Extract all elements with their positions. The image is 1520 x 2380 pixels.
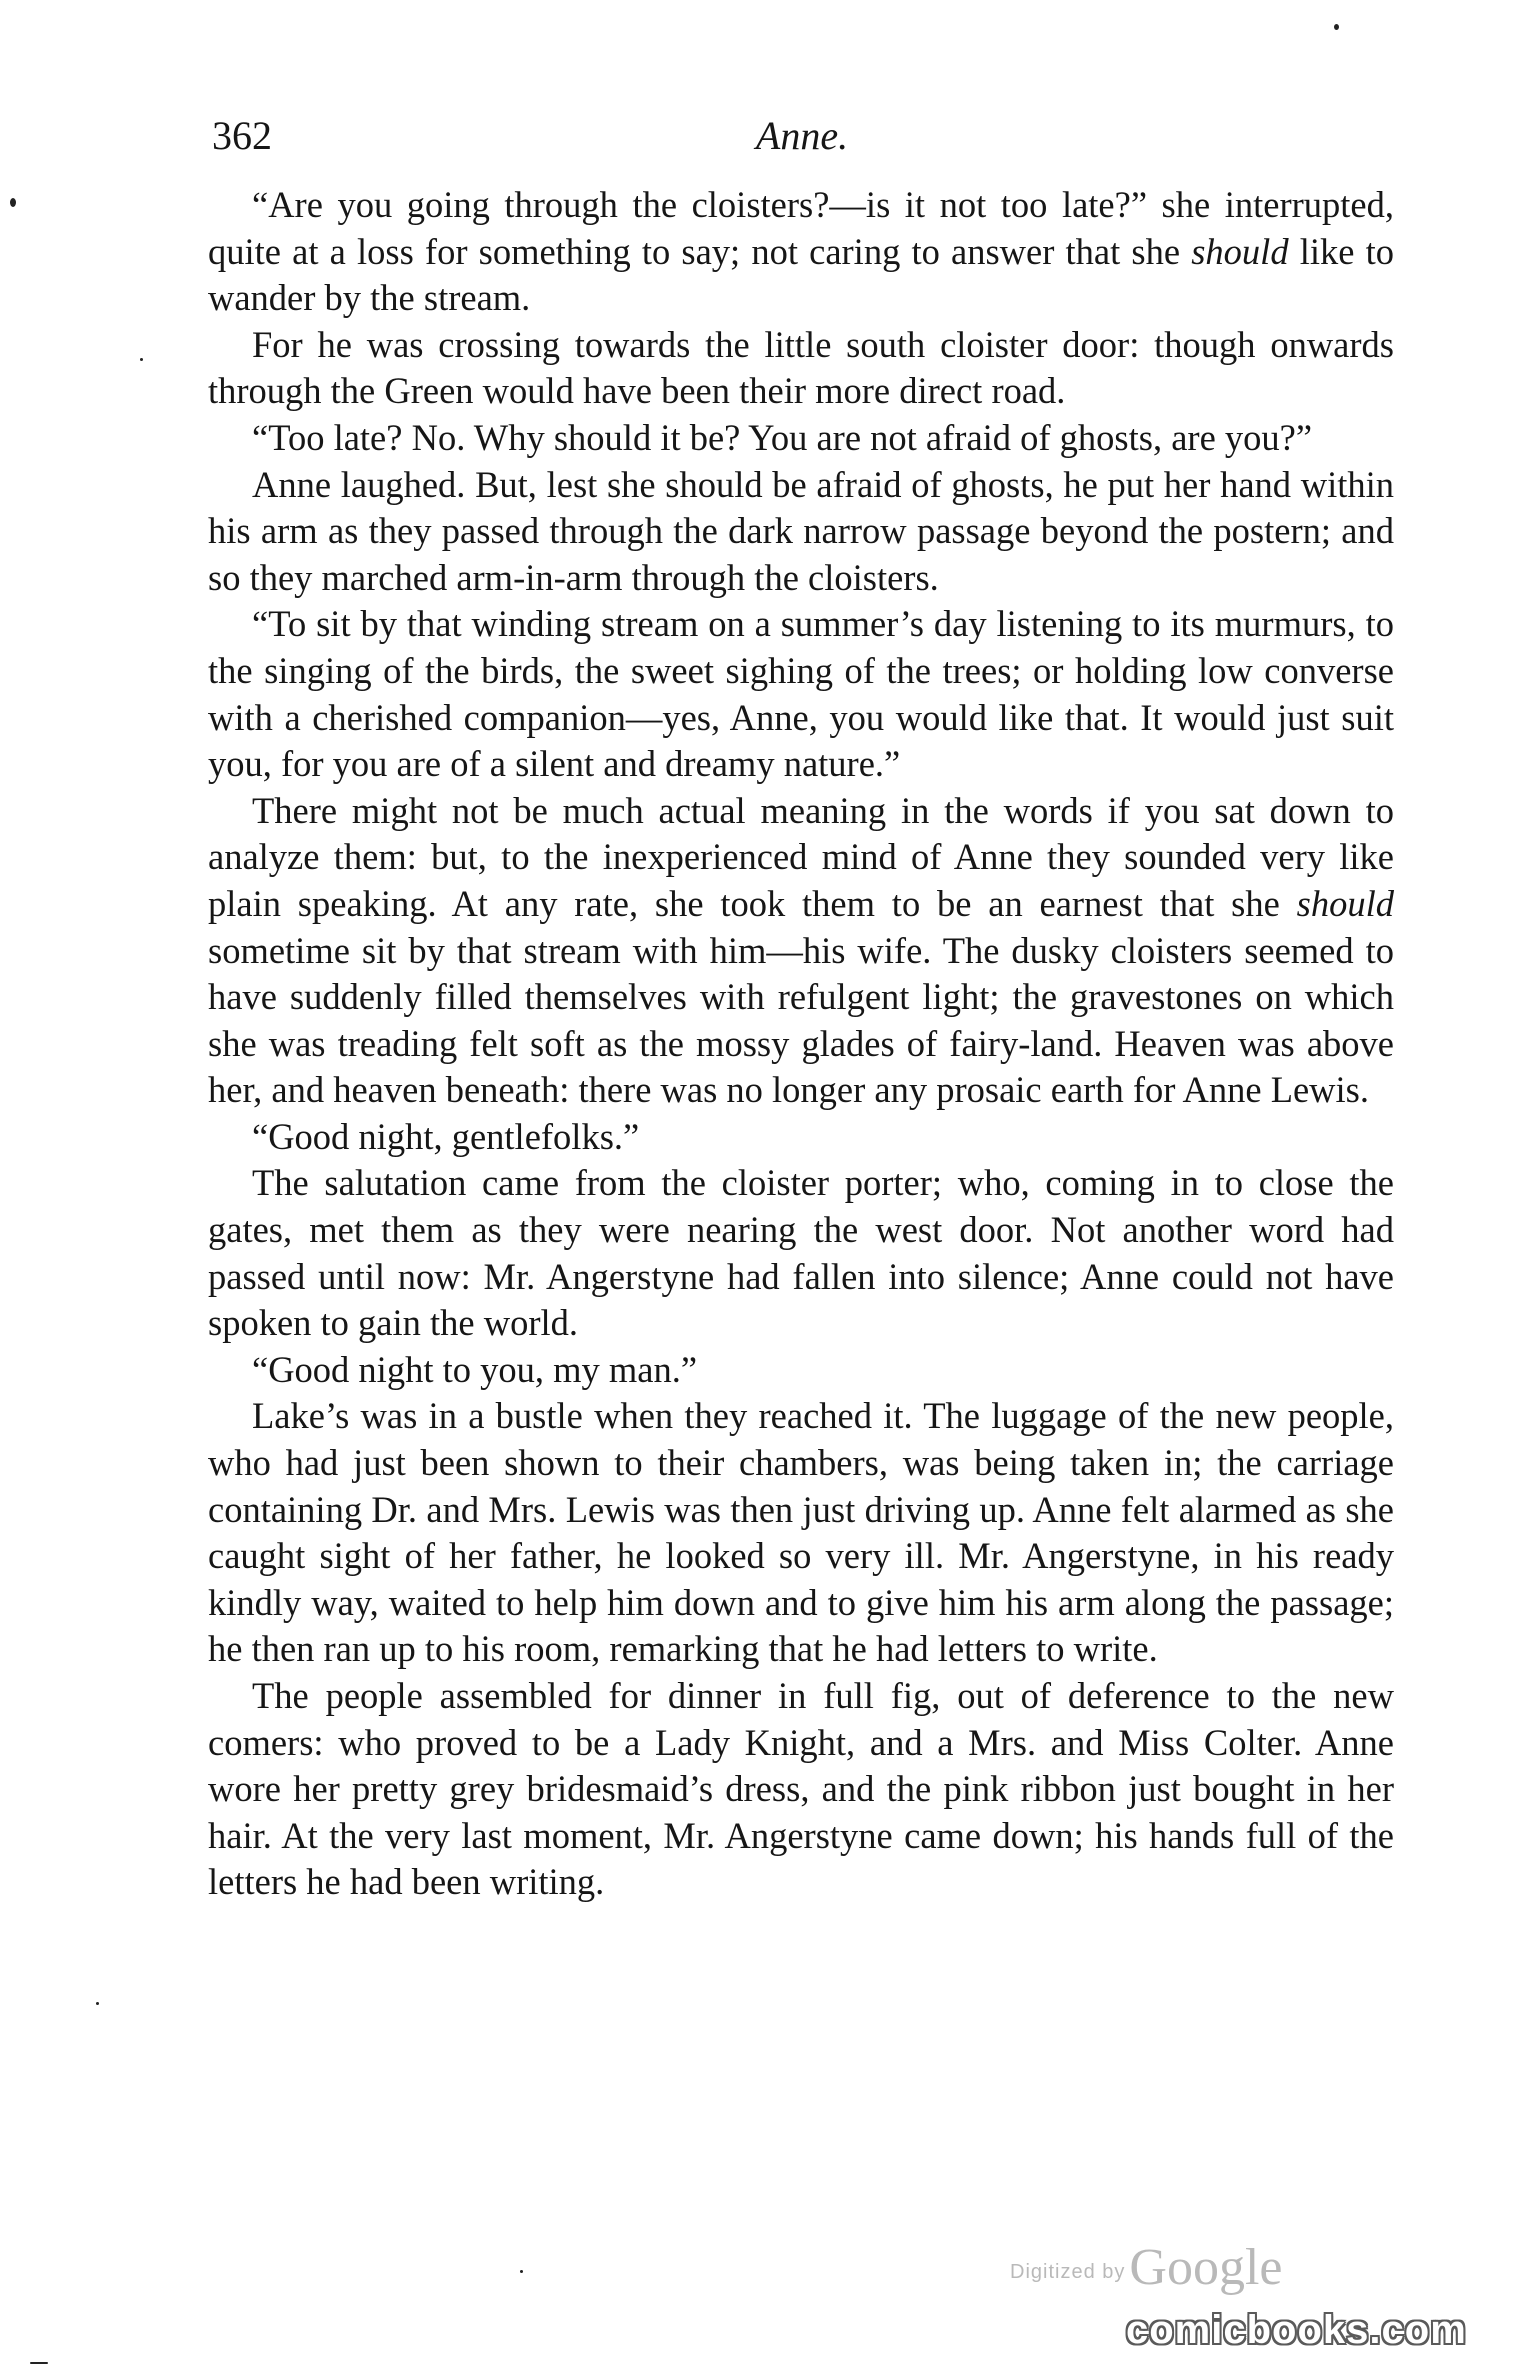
- paragraph-1-text-2: like to wander by the stream.: [208, 230, 1394, 319]
- page-number: 362: [212, 113, 272, 158]
- paragraph-2-text: For he was crossing towards the little south cloister door: though onwards through the Green would have been their more direct road.: [208, 323, 1394, 412]
- paragraph-10: [208, 1393, 1394, 1673]
- paragraph-1: [208, 182, 1394, 322]
- paragraph-8: [208, 1160, 1394, 1346]
- page-header: [212, 112, 1392, 172]
- paragraph-2: [208, 322, 1394, 415]
- scan-speck: [520, 2270, 523, 2273]
- paragraph-3: [208, 415, 1394, 462]
- google-logo-text: Google: [1129, 2239, 1283, 2296]
- paragraph-11: [208, 1673, 1394, 1906]
- paragraph-6-emphasis: should: [1296, 882, 1394, 924]
- scan-speck: [96, 2002, 99, 2005]
- paragraph-6-text-1: There might not be much actual meaning in the words if you sat down to analyze them: but, to the inexperienced mind of Anne they sounded very like plain speaking. At any rate, she took them to be an earnest that she: [208, 789, 1394, 924]
- body-text: [208, 182, 1394, 1906]
- paragraph-4-text: Anne laughed. But, lest she should be afraid of ghosts, he put her hand within his arm as they passed through the dark narrow passage beyond the postern; and so they marched arm-in-arm through the cloisters.: [208, 463, 1394, 598]
- paragraph-3-text: “Too late? No. Why should it be? You are not afraid of ghosts, are you?”: [252, 416, 1313, 458]
- paragraph-4: [208, 462, 1394, 602]
- paragraph-1-emphasis: should: [1191, 230, 1289, 272]
- paragraph-9: [208, 1347, 1394, 1394]
- paragraph-6-text-2: sometime sit by that stream with him—his wife. The dusky cloisters seemed to have suddenly filled themselves with refulgent light; the gravestones on which she was treading felt soft as the mossy glades of fairy-land. Heaven was above her, and heaven beneath: there was no longer any prosaic earth for Anne Lewis.: [208, 929, 1394, 1111]
- paragraph-10-text: Lake’s was in a bustle when they reached it. The luggage of the new people, who had just been shown to their chambers, was being taken in; the carriage containing Dr. and Mrs. Lewis was then just driving up. Anne felt alarmed as she caught sight of her father, he looked so very ill. Mr. Angerstyne, in his ready kindly way, waited to help him down and to give him his arm along the passage; he then ran up to his room, remarking that he had letters to write.: [208, 1395, 1394, 1670]
- paragraph-8-text: The salutation came from the cloister porter; who, coming in to close the gates, met them as they were nearing the west door. Not another word had passed until now: Mr. Angerstyne had fallen into silence; Anne could not have spoken to gain the world.: [208, 1162, 1394, 1344]
- digitized-by-text: Digitized by: [1010, 2261, 1126, 2283]
- scan-speck: [140, 358, 143, 361]
- scan-speck: [10, 198, 16, 207]
- paragraph-7: [208, 1114, 1394, 1161]
- scan-speck: [30, 2362, 48, 2364]
- paragraph-1-text-1: “Are you going through the cloisters?—is it not too late?” she interrupted, quite at a loss for something to say; not caring to answer that she: [208, 184, 1394, 272]
- paragraph-11-text: The people assembled for dinner in full fig, out of deference to the new comers: who proved to be a Lady Knight, and a Mrs. and Miss Colter. Anne wore her pretty grey bridesmaid’s dress, and the pink ribbon just bought in her hair. At the very last moment, Mr. Angerstyne came down; his hands full of the letters he had been writing.: [208, 1675, 1394, 1903]
- scan-speck: [1334, 24, 1339, 30]
- paragraph-7-text: “Good night, gentlefolks.”: [252, 1115, 640, 1157]
- site-watermark: comicbooks.com: [1126, 2308, 1467, 2352]
- paragraph-5: [208, 601, 1394, 787]
- paragraph-9-text: “Good night to you, my man.”: [252, 1348, 698, 1390]
- google-watermark: [1010, 2238, 1282, 2297]
- running-title: Anne.: [755, 113, 849, 158]
- paragraph-5-text: “To sit by that winding stream on a summer’s day listening to its murmurs, to the singing of the birds, the sweet sighing of the trees; or holding low converse with a cherished companion—yes, Anne, you would like that. It would just suit you, for you are of a silent and dreamy nature.”: [208, 603, 1394, 785]
- paragraph-6: [208, 788, 1394, 1114]
